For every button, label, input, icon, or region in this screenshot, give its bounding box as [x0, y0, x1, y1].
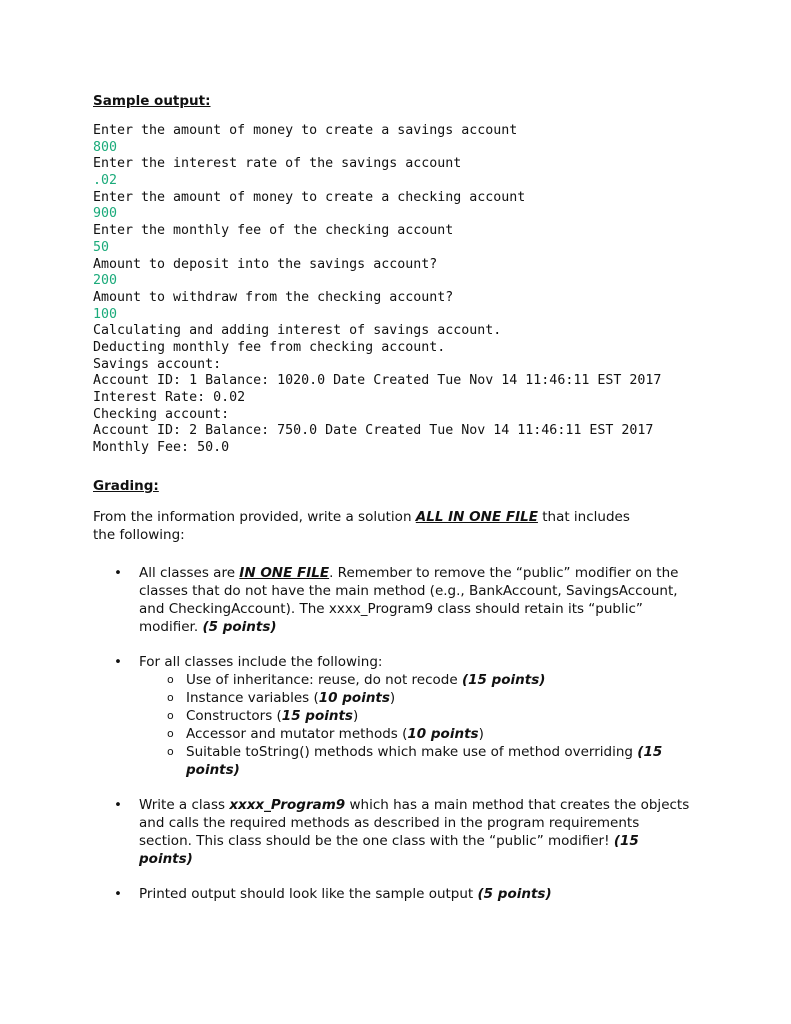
sample-output-line: Checking account: [93, 406, 230, 422]
criterion-text: For all classes include the following: [139, 653, 383, 670]
criterion-text: Printed output should look like the sample output [139, 885, 478, 902]
sample-output-line: Monthly Fee: 50.0 [93, 440, 230, 456]
sample-output-line: Amount to deposit into the savings account? [93, 256, 438, 272]
sample-output-line: Account ID: 2 Balance: 750.0 Date Created Tue Nov 14 11:46:11 EST 2017 [93, 423, 654, 439]
sub-criterion-text: ) [478, 725, 484, 742]
circle-bullet-icon: o [167, 672, 174, 686]
sample-output-line: Enter the monthly fee of the checking account [93, 223, 454, 239]
intro-before: From the information provided, write a solution [93, 508, 416, 525]
circle-bullet-icon: o [167, 690, 174, 704]
sample-input-value: 800 [93, 139, 118, 155]
criterion-text: which has a main method that creates the objects and calls the required methods as described in the program requirements section. This class should be the one class with the “public” modifier! [139, 796, 690, 849]
sub-criterion-points: (15 points) [186, 743, 663, 778]
grading-intro [93, 508, 653, 544]
intro-emphasis: ALL IN ONE FILE [415, 508, 538, 525]
sub-criterion-text: ) [389, 689, 396, 706]
sample-output-line: Enter the amount of money to create a savings account [93, 123, 518, 138]
sub-criterion-text: ) [352, 707, 359, 724]
criterion-points: (5 points) [202, 618, 277, 635]
grading-heading: Grading: [93, 477, 159, 494]
circle-bullet-icon: o [167, 744, 174, 758]
sub-criterion-points: (15 points) [461, 671, 546, 688]
sample-output-line: Savings account: [93, 356, 222, 372]
sample-input-value: 50 [93, 239, 110, 255]
criterion-all-classes [93, 653, 692, 779]
criterion-points: (15 points) [139, 832, 639, 867]
sub-criterion-points: 10 points [407, 725, 479, 742]
sample-input-value: 200 [93, 273, 118, 289]
bullet-icon: • [114, 885, 122, 902]
sample-output-block [93, 123, 713, 457]
criterion-main-class [93, 796, 692, 868]
circle-bullet-icon: o [167, 726, 174, 740]
sub-criterion [139, 743, 692, 779]
criterion-printed-output [93, 885, 692, 903]
sample-output-heading: Sample output: [93, 93, 211, 109]
sub-criterion-text: Instance variables ( [186, 689, 319, 706]
circle-bullet-icon: o [167, 708, 174, 722]
sub-criterion-points: 15 points [281, 707, 353, 724]
sub-criterion [139, 707, 692, 725]
criterion-points: (5 points) [477, 885, 552, 902]
sub-criterion [139, 689, 692, 707]
sample-output-line: Enter the interest rate of the savings account [93, 156, 462, 172]
criterion-text: Write a class [139, 796, 230, 813]
sub-criterion-text: Constructors ( [186, 707, 282, 724]
sample-input-value: .02 [93, 173, 118, 189]
criterion-text: . Remember to remove the “public” modifier on the classes that do not have the main method (e.g., BankAccount, SavingsAccount, and CheckingAccount). The xxxx_Program9 class should retain its “public” modifier. [139, 564, 679, 635]
sample-input-value: 900 [93, 206, 118, 222]
sample-output-line: Enter the amount of money to create a checking account [93, 189, 526, 205]
sub-criterion [139, 725, 692, 743]
sub-criterion-text: Use of inheritance: reuse, do not recode [186, 671, 462, 688]
criterion-one-file [93, 564, 692, 636]
criterion-emphasis: xxxx_Program9 [229, 796, 346, 813]
sub-criterion-points: 10 points [318, 689, 390, 706]
criterion-text: All classes are [139, 564, 240, 581]
sample-output-line: Deducting monthly fee from checking account. [93, 339, 446, 355]
sample-output-line: Amount to withdraw from the checking account? [93, 289, 454, 305]
sub-criterion-text: Suitable toString() methods which make use of method overriding [186, 743, 638, 760]
intro-after: that includes the following: [93, 508, 630, 543]
document-page [93, 93, 713, 903]
criterion-emphasis: IN ONE FILE [239, 564, 330, 581]
sub-criterion-text: Accessor and mutator methods ( [186, 725, 408, 742]
bullet-icon: • [114, 796, 122, 813]
sample-output-line: Calculating and adding interest of savings account. [93, 323, 502, 339]
sub-criterion [139, 671, 692, 689]
bullet-icon: • [114, 564, 122, 581]
sub-criteria-list [139, 671, 692, 779]
grading-criteria-list [93, 564, 713, 903]
sample-output-line: Account ID: 1 Balance: 1020.0 Date Created Tue Nov 14 11:46:11 EST 2017 [93, 373, 662, 389]
bullet-icon: • [114, 653, 122, 670]
sample-output-line: Interest Rate: 0.02 [93, 390, 246, 405]
sample-input-value: 100 [93, 306, 118, 322]
